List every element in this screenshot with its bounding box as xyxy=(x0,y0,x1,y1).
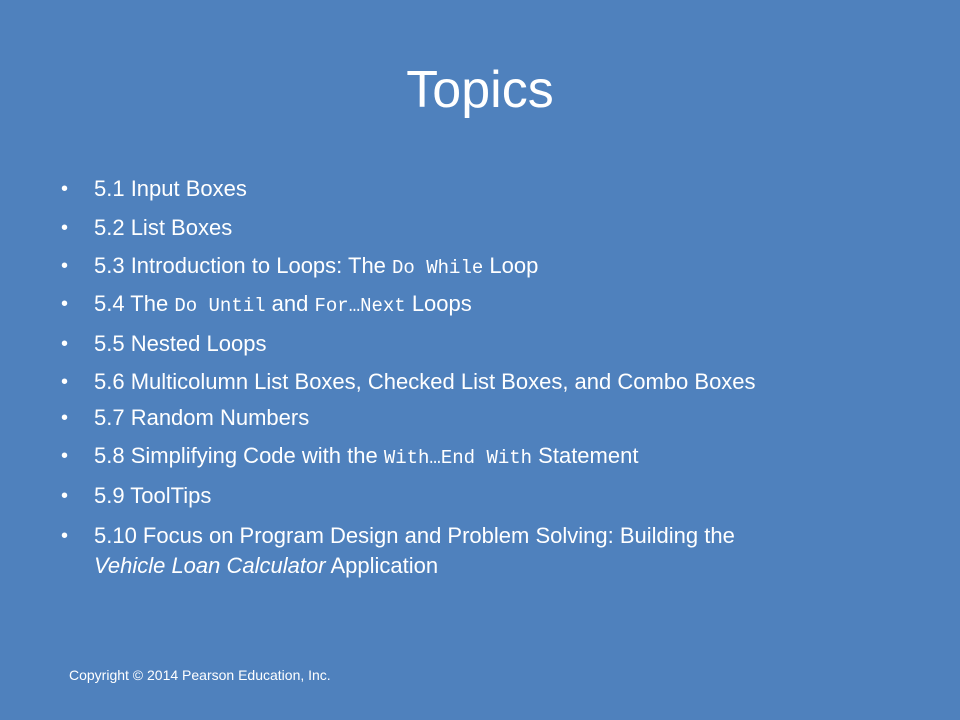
topic-text: 5.2 List Boxes xyxy=(94,215,233,240)
topic-text-line2 xyxy=(94,551,914,581)
bullet-icon: • xyxy=(61,178,69,200)
topic-text: 5.6 Multicolumn List Boxes, Checked List Boxes, and Combo Boxes xyxy=(94,369,756,394)
copyright-footer: Copyright © 2014 Pearson Education, Inc. xyxy=(69,667,331,683)
code-keyword: For…Next xyxy=(314,295,406,317)
topic-item-5-1 xyxy=(61,174,914,204)
topic-item-5-6 xyxy=(61,367,914,397)
topic-item-5-9 xyxy=(61,481,914,511)
topic-item-5-7 xyxy=(61,403,914,433)
topic-text-line1: 5.10 Focus on Program Design and Problem Solving: Building the xyxy=(94,523,735,548)
topic-item-5-5 xyxy=(61,329,914,359)
topic-text-suffix: Loop xyxy=(483,253,539,278)
topic-text: 5.1 Input Boxes xyxy=(94,176,247,201)
topic-text-prefix: 5.3 Introduction to Loops: The xyxy=(94,253,393,278)
topic-text-suffix: Application xyxy=(325,553,439,578)
bullet-icon: • xyxy=(61,293,69,315)
bullet-icon: • xyxy=(61,371,69,393)
bullet-icon: • xyxy=(61,217,69,239)
topic-item-5-2 xyxy=(61,213,914,243)
topic-text: 5.7 Random Numbers xyxy=(94,405,310,430)
bullet-icon: • xyxy=(61,485,69,507)
topic-item-5-3 xyxy=(61,251,914,283)
topic-text-suffix: Statement xyxy=(532,443,639,468)
bullet-icon: • xyxy=(61,255,69,277)
code-keyword: Do While xyxy=(392,257,484,279)
application-name: Vehicle Loan Calculator xyxy=(94,553,326,578)
bullet-icon: • xyxy=(61,525,69,547)
bullet-icon: • xyxy=(61,407,69,429)
topic-text-middle: and xyxy=(265,291,315,316)
bullet-icon: • xyxy=(61,445,69,467)
topic-text: 5.9 ToolTips xyxy=(94,483,212,508)
code-keyword: Do Until xyxy=(174,295,266,317)
slide-title: Topics xyxy=(406,61,554,119)
topic-text-prefix: 5.4 The xyxy=(94,291,175,316)
topic-text-prefix: 5.8 Simplifying Code with the xyxy=(94,443,384,468)
code-keyword: With…End With xyxy=(383,447,533,469)
topic-text-suffix: Loops xyxy=(405,291,472,316)
bullet-icon: • xyxy=(61,333,69,355)
topic-item-5-4 xyxy=(61,289,914,321)
topic-item-5-10 xyxy=(61,521,914,581)
topic-item-5-8 xyxy=(61,441,914,473)
topic-text: 5.5 Nested Loops xyxy=(94,331,267,356)
